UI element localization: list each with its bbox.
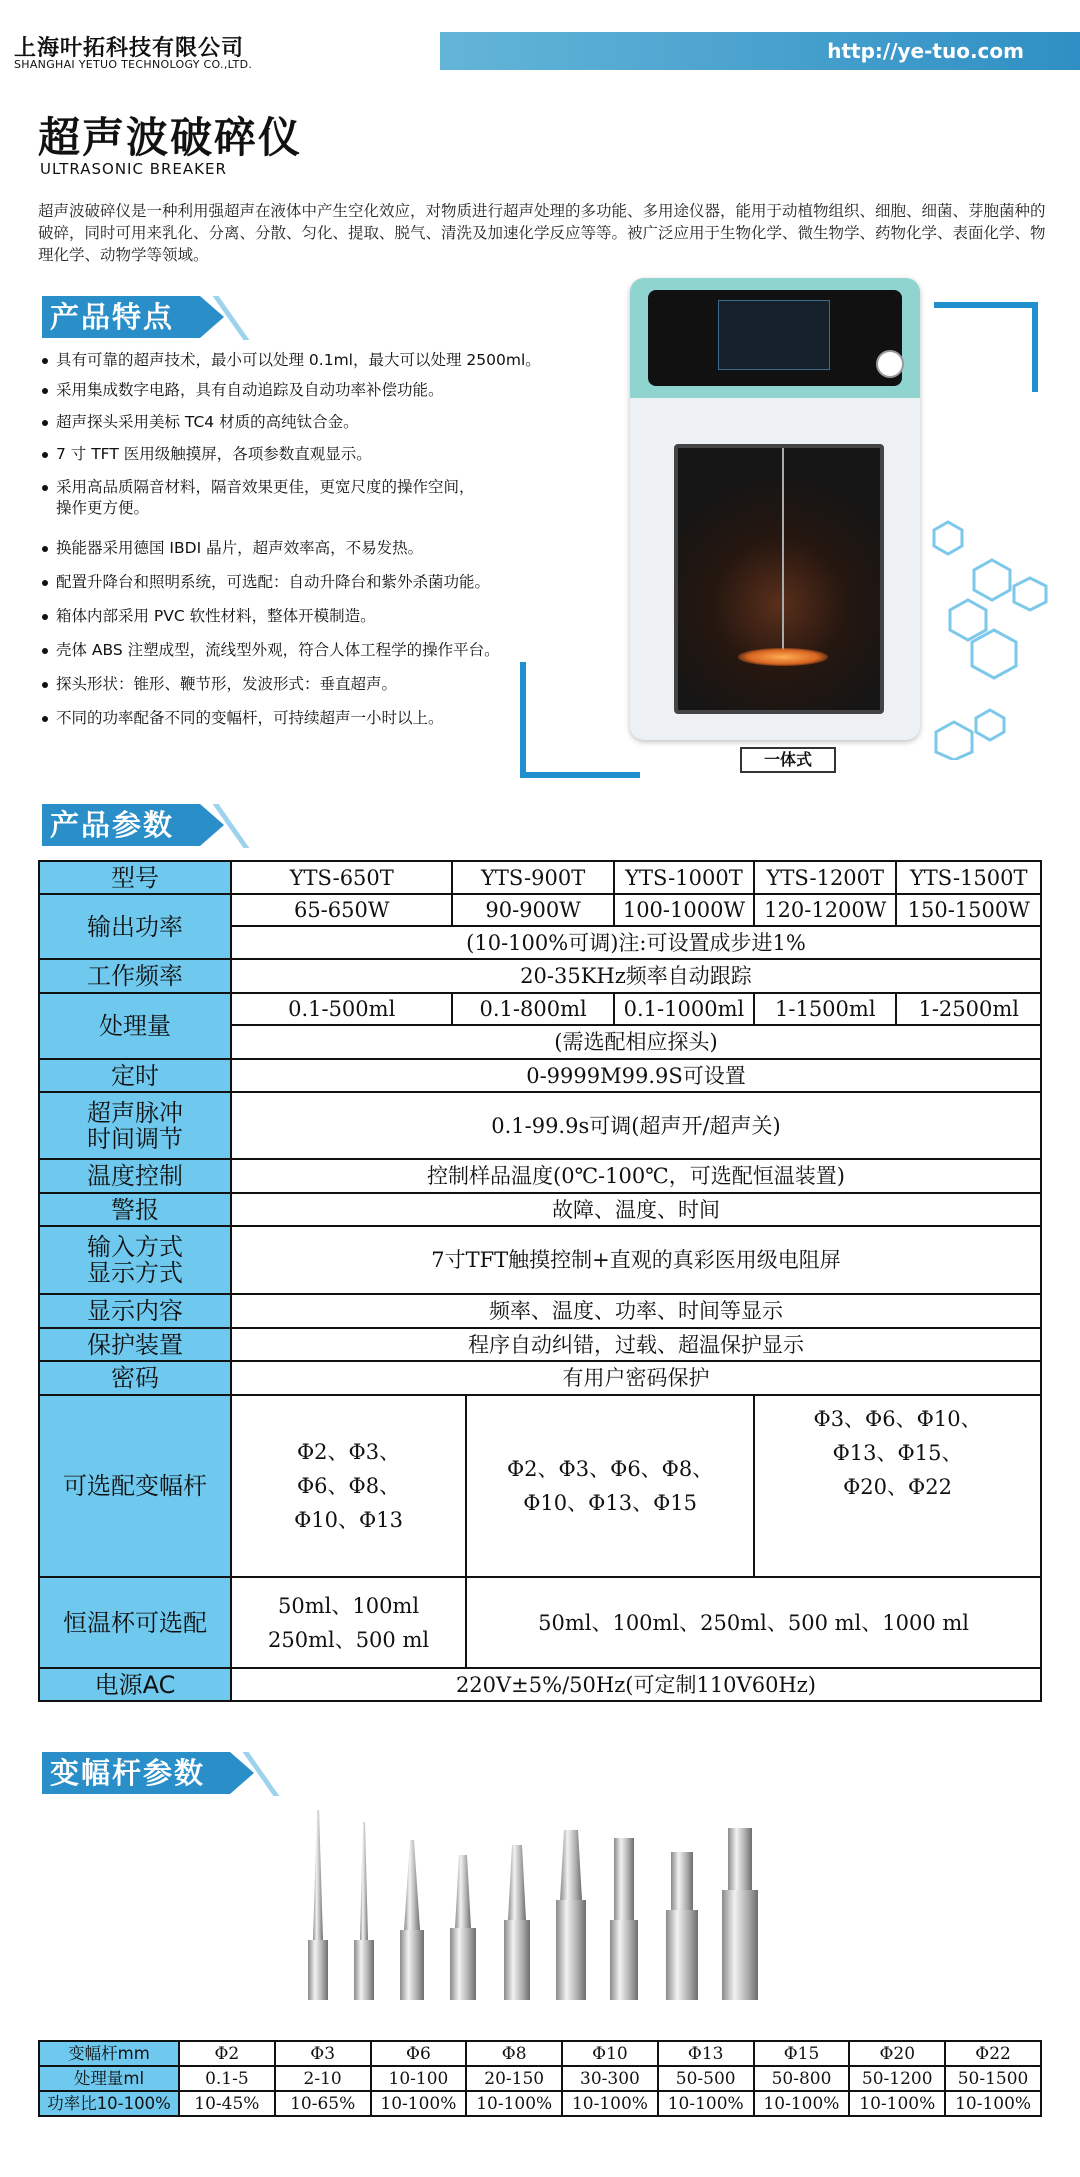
control-panel	[648, 290, 902, 386]
table-cell: Φ15	[754, 2041, 850, 2066]
params-heading: 产品参数	[42, 804, 200, 846]
row-label: 定时	[39, 1059, 231, 1092]
table-row	[39, 2066, 1041, 2091]
table-cell: Φ3	[275, 2041, 371, 2066]
page-title: 超声波破碎仪	[38, 113, 303, 162]
table-cell: 10-45%	[179, 2091, 275, 2116]
option-line: 50ml、100ml	[278, 1593, 420, 1618]
model-cell: YTS-900T	[452, 861, 613, 894]
feature-item	[42, 380, 444, 401]
bullet-icon	[42, 682, 48, 688]
corner-bracket-icon	[934, 302, 1038, 308]
table-cell: 10-65%	[275, 2091, 371, 2116]
feature-text: 采用集成数字电路，具有自动追踪及自动功率补偿功能。	[56, 381, 444, 399]
table-cell: 20-150	[466, 2066, 562, 2091]
table-row	[39, 1577, 1041, 1668]
table-row	[39, 1361, 1041, 1395]
table-cell: 10-100%	[562, 2091, 658, 2116]
password-value: 有用户密码保护	[231, 1361, 1041, 1395]
cup-option	[231, 1577, 466, 1668]
table-cell: 50-800	[754, 2066, 850, 2091]
table-row	[39, 861, 1041, 894]
option-line: Φ3、Φ6、Φ10、	[813, 1407, 982, 1431]
power-note: (10-100%可调)注:可设置成步进1%	[231, 926, 1041, 959]
horn-icon	[450, 1855, 476, 2000]
feature-text: 7 寸 TFT 医用级触摸屏，各项参数直观显示。	[56, 445, 372, 463]
label-line: 超声脉冲	[86, 1098, 183, 1127]
feature-text: 箱体内部采用 PVC 软性材料，整体开模制造。	[56, 607, 376, 625]
pulse-value: 0.1-99.9s可调(超声开/超声关)	[231, 1092, 1041, 1159]
probe-icon	[782, 448, 784, 658]
option-line: Φ2、Φ3、	[296, 1440, 401, 1464]
table-cell: 10-100%	[466, 2091, 562, 2116]
timer-value: 0-9999M99.9S可设置	[231, 1059, 1041, 1092]
light-glow	[738, 648, 828, 666]
feature-text: 具有可靠的超声技术，最小可以处理 0.1ml，最大可以处理 2500ml。	[56, 351, 541, 369]
company-name-cn: 上海叶拓科技有限公司	[14, 36, 245, 61]
hexagon-decoration-icon	[930, 520, 1050, 760]
row-label	[39, 1226, 231, 1294]
feature-item	[42, 350, 541, 371]
label-line: 显示方式	[86, 1259, 183, 1287]
table-row	[39, 1092, 1041, 1159]
table-cell: 2-10	[275, 2066, 371, 2091]
horn-photo	[290, 1810, 810, 2010]
cup-option: 50ml、100ml、250ml、500 ml、1000 ml	[466, 1577, 1041, 1668]
feature-item	[42, 674, 397, 695]
model-cell: YTS-1500T	[896, 861, 1041, 894]
table-cell: Φ6	[371, 2041, 467, 2066]
website-link[interactable]: http://ye-tuo.com	[827, 39, 1024, 63]
table-row	[39, 1328, 1041, 1361]
row-label: 电源AC	[39, 1668, 231, 1701]
option-line: Φ10、Φ13	[294, 1508, 403, 1532]
power-cell: 120-1200W	[754, 894, 896, 926]
table-row	[39, 993, 1041, 1025]
table-cell: 10-100%	[658, 2091, 754, 2116]
bullet-icon	[42, 452, 48, 458]
power-cell: 65-650W	[231, 894, 452, 926]
table-cell: 30-300	[562, 2066, 658, 2091]
feature-item	[42, 444, 372, 465]
row-label: 工作频率	[39, 959, 231, 993]
table-cell: 0.1-5	[179, 2066, 275, 2091]
model-cell: YTS-1000T	[614, 861, 754, 894]
bullet-icon	[42, 420, 48, 426]
table-row	[39, 1193, 1041, 1226]
option-line: Φ10、Φ13、Φ15	[523, 1491, 698, 1515]
page-subtitle: ULTRASONIC BREAKER	[40, 160, 227, 178]
label-line: 时间调节	[86, 1124, 183, 1153]
company-name-en: SHANGHAI YETUO TECHNOLOGY CO.,LTD.	[14, 58, 253, 71]
horn-option	[466, 1395, 754, 1577]
corner-bracket-icon	[1032, 302, 1038, 392]
power-supply-value: 220V±5%/50Hz(可定制110V60Hz)	[231, 1668, 1041, 1701]
model-cell: YTS-650T	[231, 861, 452, 894]
row-label: 温度控制	[39, 1159, 231, 1193]
power-cell: 90-900W	[452, 894, 613, 926]
model-cell: YTS-1200T	[754, 861, 896, 894]
feature-text: 壳体 ABS 注塑成型，流线型外观，符合人体工程学的操作平台。	[56, 641, 500, 659]
table-row	[39, 894, 1041, 926]
row-label: 可选配变幅杆	[39, 1395, 231, 1577]
bullet-icon	[42, 580, 48, 586]
horn-icon	[666, 1852, 698, 2000]
horn-heading: 变幅杆参数	[42, 1752, 230, 1794]
table-row	[39, 959, 1041, 993]
row-label: 变幅杆mm	[39, 2041, 179, 2066]
horn-icon	[556, 1830, 586, 2000]
row-label: 警报	[39, 1193, 231, 1226]
feature-text: 配置升降台和照明系统，可选配：自动升降台和紫外杀菌功能。	[56, 573, 491, 591]
table-cell: Φ20	[849, 2041, 945, 2066]
table-cell: 50-500	[658, 2066, 754, 2091]
label-line: 输入方式	[86, 1233, 183, 1261]
table-row	[39, 1395, 1041, 1577]
power-cell: 100-1000W	[614, 894, 754, 926]
temp-value: 控制样品温度(0℃-100℃，可选配恒温装置)	[231, 1159, 1041, 1193]
horn-option	[231, 1395, 466, 1577]
capacity-cell: 0.1-500ml	[231, 993, 452, 1025]
feature-text: 不同的功率配备不同的变幅杆，可持续超声一小时以上。	[56, 709, 444, 727]
capacity-note: (需选配相应探头)	[231, 1025, 1041, 1059]
table-cell: 50-1500	[945, 2066, 1041, 2091]
row-label: 处理量ml	[39, 2066, 179, 2091]
power-knob-icon	[876, 350, 904, 378]
corner-bracket-icon	[520, 662, 526, 778]
intro-paragraph: 超声波破碎仪是一种利用强超声在液体中产生空化效应，对物质进行超声处理的多功能、多用途仪器，能用于动植物组织、细胞、细菌、芽胞菌种的破碎，同时可用来乳化、分离、分散、匀化、提取、脱气、清洗及加速化学反应等等。被广泛应用于生物化学、微生物学、药物化学、表面化学、物理化学、动物学等领域。	[38, 202, 1046, 264]
table-cell: 10-100%	[371, 2091, 467, 2116]
url-banner	[440, 32, 1080, 70]
touch-screen-icon	[718, 300, 830, 370]
power-cell: 150-1500W	[896, 894, 1041, 926]
table-cell: 10-100%	[754, 2091, 850, 2116]
bullet-icon	[42, 648, 48, 654]
table-row	[39, 2041, 1041, 2066]
table-row	[39, 2091, 1041, 2116]
protect-value: 程序自动纠错，过载、超温保护显示	[231, 1328, 1041, 1361]
table-cell: Φ10	[562, 2041, 658, 2066]
features-heading: 产品特点	[42, 296, 200, 338]
horn-icon	[722, 1828, 758, 2000]
bullet-icon	[42, 485, 48, 491]
feature-text: 探头形状：锥形、鞭节形，发波形式：垂直超声。	[56, 675, 398, 693]
row-label: 密码	[39, 1361, 231, 1395]
capacity-cell: 1-1500ml	[754, 993, 896, 1025]
input-value: 7寸TFT触摸控制+直观的真彩医用级电阻屏	[231, 1226, 1041, 1294]
option-line: 250ml、500 ml	[267, 1627, 430, 1652]
feature-item	[42, 572, 490, 593]
row-label: 型号	[39, 861, 231, 894]
horn-icon	[504, 1845, 530, 2000]
capacity-cell: 0.1-800ml	[452, 993, 613, 1025]
table-row	[39, 1059, 1041, 1092]
capacity-cell: 1-2500ml	[896, 993, 1041, 1025]
bullet-icon	[42, 546, 48, 552]
row-label: 输出功率	[39, 894, 231, 959]
table-cell: 10-100	[371, 2066, 467, 2091]
feature-text: 换能器采用德国 IBDI 晶片，超声效率高，不易发热。	[56, 539, 424, 557]
feature-item	[42, 538, 423, 559]
row-label: 保护装置	[39, 1328, 231, 1361]
table-row	[39, 1226, 1041, 1294]
table-cell: Φ2	[179, 2041, 275, 2066]
table-cell: 50-1200	[849, 2066, 945, 2091]
product-type-label: 一体式	[740, 747, 836, 773]
option-line: Φ20、Φ22	[843, 1475, 952, 1499]
row-label: 恒温杯可选配	[39, 1577, 231, 1668]
feature-text: 超声探头采用美标 TC4 材质的高纯钛合金。	[56, 413, 359, 431]
table-cell: Φ22	[945, 2041, 1041, 2066]
table-row	[39, 1668, 1041, 1701]
feature-text: 操作更方便。	[56, 499, 150, 517]
chamber-window	[674, 444, 884, 714]
horn-icon	[610, 1838, 638, 2000]
alarm-value: 故障、温度、时间	[231, 1193, 1041, 1226]
option-line: Φ6、Φ8、	[296, 1474, 401, 1498]
feature-item-continued	[42, 498, 149, 519]
option-line: Φ2、Φ3、Φ6、Φ8、	[506, 1457, 714, 1481]
table-cell: 10-100%	[849, 2091, 945, 2116]
row-label: 功率比10-100%	[39, 2091, 179, 2116]
feature-item	[42, 477, 475, 498]
row-label: 处理量	[39, 993, 231, 1059]
option-line: Φ13、Φ15、	[832, 1441, 963, 1465]
horn-icon	[354, 1822, 374, 2000]
bullet-icon	[42, 614, 48, 620]
table-row	[39, 1294, 1041, 1328]
feature-item	[42, 640, 500, 661]
feature-text: 采用高品质隔音材料，隔音效果更佳，更宽尺度的操作空间，	[56, 478, 475, 496]
horn-param-table	[38, 2040, 1042, 2117]
table-cell: Φ13	[658, 2041, 754, 2066]
feature-item	[42, 606, 376, 627]
freq-value: 20-35KHz频率自动跟踪	[231, 959, 1041, 993]
bullet-icon	[42, 716, 48, 722]
row-label	[39, 1092, 231, 1159]
horn-icon	[400, 1840, 424, 2000]
horn-option	[754, 1395, 1041, 1577]
table-row	[39, 1159, 1041, 1193]
display-value: 频率、温度、功率、时间等显示	[231, 1294, 1041, 1328]
spec-table	[38, 860, 1042, 1702]
table-cell: Φ8	[466, 2041, 562, 2066]
row-label: 显示内容	[39, 1294, 231, 1328]
bullet-icon	[42, 388, 48, 394]
table-cell: 10-100%	[945, 2091, 1041, 2116]
product-image	[630, 278, 920, 740]
feature-item	[42, 412, 359, 433]
bullet-icon	[42, 358, 48, 364]
corner-bracket-icon	[520, 772, 640, 778]
capacity-cell: 0.1-1000ml	[614, 993, 754, 1025]
feature-item	[42, 708, 444, 729]
horn-icon	[308, 1810, 328, 2000]
